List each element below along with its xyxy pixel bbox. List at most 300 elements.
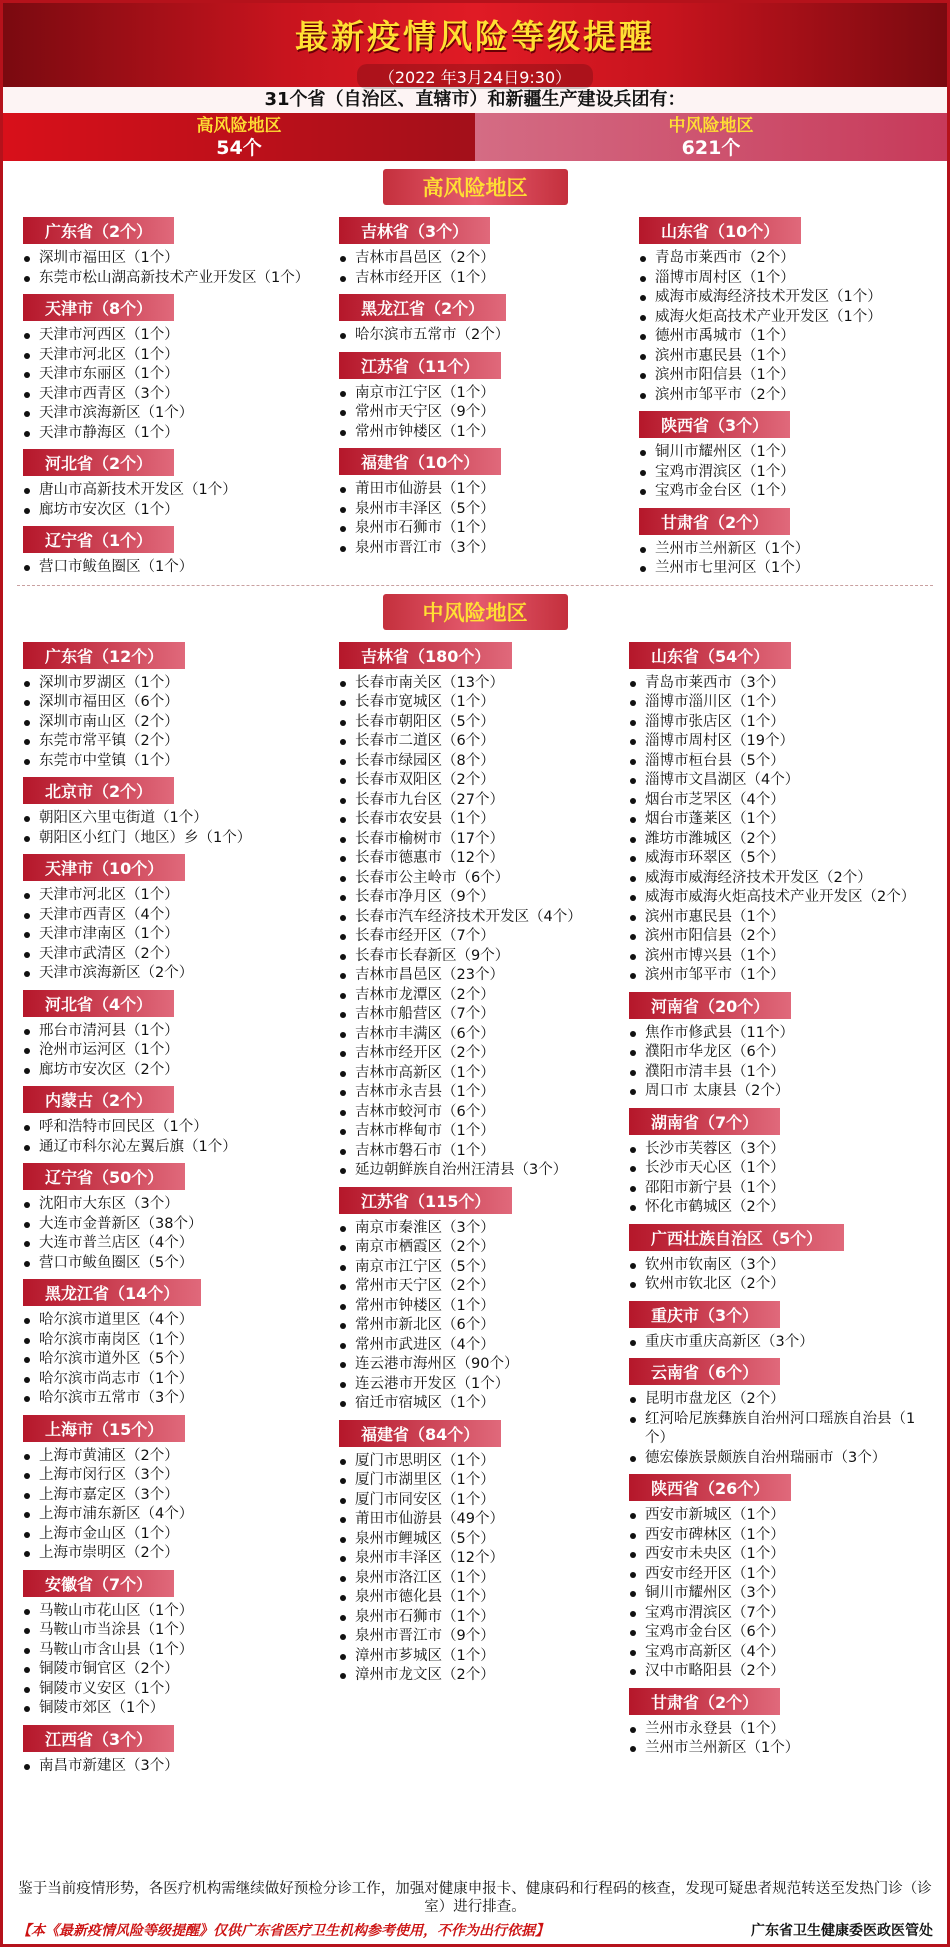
bullet-icon [340, 1401, 346, 1407]
bullet-icon [340, 778, 346, 784]
bullet-icon [340, 546, 346, 552]
bullet-icon [24, 1764, 30, 1770]
area-list [17, 1757, 333, 1777]
bullet-icon [340, 333, 346, 339]
area-name: 泉州市洛江区（1个） [355, 1569, 495, 1586]
bullet-icon [640, 393, 646, 399]
bullet-icon [340, 1051, 346, 1057]
high-risk-summary [3, 113, 475, 161]
area-list [17, 326, 333, 443]
list-item [633, 443, 923, 463]
list-item [333, 1452, 623, 1472]
area-name: 大连市普兰店区（4个） [39, 1235, 194, 1251]
area-name: 吉林市桦甸市（1个） [355, 1123, 495, 1139]
bullet-icon [340, 276, 346, 282]
list-item [333, 1471, 623, 1491]
bullet-icon [24, 932, 30, 938]
province-header: 江西省（3个） [23, 1725, 174, 1752]
list-item [17, 365, 333, 385]
area-list [623, 1390, 923, 1468]
bullet-icon [24, 1493, 30, 1499]
bullet-icon [340, 817, 346, 823]
bullet-icon [640, 489, 646, 495]
list-item [623, 1333, 923, 1353]
area-list [633, 249, 923, 405]
province-header: 云南省（6个） [629, 1358, 780, 1385]
area-name: 淄博市桓台县（5个） [645, 752, 785, 769]
subtitle: 31个省（自治区、直辖市）和新疆生产建设兵团有： [3, 87, 947, 113]
bullet-icon [630, 1050, 636, 1056]
province-header: 福建省（84个） [339, 1420, 501, 1447]
list-item [623, 771, 923, 791]
area-list [623, 1720, 923, 1759]
bullet-icon [640, 315, 646, 321]
area-name: 大连市金普新区（38个） [39, 1215, 203, 1232]
bullet-icon [630, 1205, 636, 1211]
bullet-icon [630, 1417, 636, 1423]
list-item [17, 713, 333, 733]
area-name: 烟台市蓬莱区（1个） [645, 811, 785, 827]
list-item [333, 1122, 623, 1142]
bullet-icon [340, 1090, 346, 1096]
high-risk-columns [3, 211, 947, 579]
area-name: 长沙市芙蓉区（3个） [645, 1140, 785, 1157]
area-name: 汉中市略阳县（2个） [645, 1663, 785, 1679]
bullet-icon [340, 993, 346, 999]
bullet-icon [24, 1338, 30, 1344]
area-name: 漳州市龙文区（2个） [355, 1667, 495, 1683]
bullet-icon [24, 392, 30, 398]
bullet-icon [630, 817, 636, 823]
bullet-icon [630, 1591, 636, 1597]
bullet-icon [340, 1634, 346, 1640]
list-item [623, 1565, 923, 1585]
list-item [333, 1103, 623, 1123]
area-name: 上海市黄浦区（2个） [39, 1447, 179, 1464]
list-item [17, 1389, 333, 1409]
list-item [333, 326, 633, 346]
bullet-icon [340, 1129, 346, 1135]
bullet-icon [340, 895, 346, 901]
page-title: 最新疫情风险等级提醒 [295, 17, 655, 56]
area-name: 东莞市常平镇（2个） [39, 733, 179, 749]
area-name: 淄博市周村区（19个） [645, 733, 794, 749]
province-header: 辽宁省（1个） [23, 526, 174, 553]
list-item [17, 1505, 333, 1525]
area-name: 吉林市昌邑区（2个） [355, 250, 495, 266]
area-name: 天津市西青区（3个） [39, 385, 179, 402]
bullet-icon [630, 1552, 636, 1558]
list-item [17, 1022, 333, 1042]
bullet-icon [24, 836, 30, 842]
list-item [333, 249, 633, 269]
area-name: 潍坊市潍城区（2个） [645, 830, 785, 847]
area-name: 烟台市芝罘区（4个） [645, 791, 785, 808]
list-item [17, 1331, 333, 1351]
list-item [333, 1083, 623, 1103]
area-list [17, 1447, 333, 1564]
area-list [633, 443, 923, 502]
bullet-icon [24, 1396, 30, 1402]
area-name: 兰州市兰州新区（1个） [645, 1740, 800, 1756]
bullet-icon [24, 1706, 30, 1712]
province-header: 山东省（54个） [629, 642, 791, 669]
list-item [17, 693, 333, 713]
list-item [333, 423, 633, 443]
area-name: 宿迁市宿城区（1个） [355, 1395, 495, 1411]
area-name: 深圳市罗湖区（1个） [39, 674, 179, 691]
area-name: 唐山市高新技术开发区（1个） [39, 482, 237, 498]
area-name: 钦州市钦北区（2个） [645, 1276, 785, 1292]
bullet-icon [340, 759, 346, 765]
bullet-icon [24, 1222, 30, 1228]
list-item [17, 1195, 333, 1215]
bullet-icon [630, 1166, 636, 1172]
list-item [623, 732, 923, 752]
list-item [623, 908, 923, 928]
bullet-icon [640, 334, 646, 340]
list-item [623, 1410, 923, 1449]
area-list [623, 1506, 923, 1682]
area-name: 焦作市修武县（11个） [645, 1024, 794, 1041]
area-list [623, 1333, 923, 1353]
bullet-icon [340, 1517, 346, 1523]
list-item [333, 1161, 623, 1181]
bullet-icon [630, 895, 636, 901]
bullet-icon [640, 450, 646, 456]
bullet-icon [630, 1263, 636, 1269]
list-item [623, 1024, 923, 1044]
bullet-icon [630, 954, 636, 960]
bullet-icon [340, 1498, 346, 1504]
list-item [17, 249, 333, 269]
province-header: 天津市（10个） [23, 854, 185, 881]
area-name: 德州市禹城市（1个） [655, 328, 795, 344]
area-name: 铜川市耀州区（3个） [645, 1585, 785, 1601]
area-name: 西安市碑林区（1个） [645, 1526, 785, 1543]
area-name: 宝鸡市金台区（1个） [655, 483, 795, 499]
bullet-icon [340, 720, 346, 726]
bullet-icon [24, 1609, 30, 1615]
bullet-icon [340, 1149, 346, 1155]
area-name: 宝鸡市渭滨区（1个） [655, 463, 795, 480]
list-item [333, 1627, 623, 1647]
province-header: 黑龙江省（2个） [339, 294, 506, 321]
bullet-icon [630, 837, 636, 843]
bullet-icon [24, 1628, 30, 1634]
list-item [633, 269, 923, 289]
area-name: 西安市经开区（1个） [645, 1565, 785, 1582]
province-header: 江苏省（11个） [339, 352, 501, 379]
province-header: 内蒙古（2个） [23, 1086, 174, 1113]
list-item [17, 829, 333, 849]
bullet-icon [630, 1397, 636, 1403]
province-header: 上海市（15个） [23, 1415, 185, 1442]
bullet-icon [24, 1068, 30, 1074]
list-item [333, 1375, 623, 1395]
area-name: 钦州市钦南区（3个） [645, 1256, 785, 1273]
area-list [333, 384, 633, 443]
bullet-icon [630, 1572, 636, 1578]
area-name: 深圳市福田区（6个） [39, 694, 179, 710]
area-name: 滨州市阳信县（1个） [655, 367, 795, 383]
area-name: 泉州市鲤城区（5个） [355, 1530, 495, 1547]
province-header: 广东省（12个） [23, 642, 185, 669]
area-name: 厦门市同安区（1个） [355, 1491, 495, 1508]
bullet-icon [24, 1318, 30, 1324]
area-name: 西安市新城区（1个） [645, 1507, 785, 1523]
area-name: 兰州市永登县（1个） [645, 1720, 785, 1737]
bullet-icon [630, 1147, 636, 1153]
area-name: 濮阳市清丰县（1个） [645, 1063, 785, 1080]
area-name: 周口市 太康县（2个） [645, 1083, 790, 1099]
area-name: 泉州市晋江市（3个） [355, 539, 495, 556]
list-item [623, 1082, 923, 1102]
list-item [333, 1355, 623, 1375]
list-item [333, 674, 623, 694]
area-name: 威海火炬高技术产业开发区（1个） [655, 308, 882, 325]
bullet-icon [24, 1454, 30, 1460]
area-name: 南京市江宁区（1个） [355, 384, 495, 401]
bullet-icon [340, 1343, 346, 1349]
list-item [17, 1370, 333, 1390]
area-name: 天津市河北区（1个） [39, 346, 179, 363]
list-item [17, 385, 333, 405]
area-name: 长春市汽车经济技术开发区（4个） [355, 908, 582, 925]
area-list [623, 1256, 923, 1295]
province-header: 福建省（10个） [339, 448, 501, 475]
province-header: 安徽省（7个） [23, 1570, 174, 1597]
area-name: 德宏傣族景颇族自治州瑞丽市（3个） [645, 1449, 887, 1466]
bullet-icon [630, 876, 636, 882]
area-list [17, 1118, 333, 1157]
bullet-icon [340, 1478, 346, 1484]
bullet-icon [640, 470, 646, 476]
area-name: 朝阳区六里屯街道（1个） [39, 810, 208, 826]
list-item [623, 1739, 923, 1759]
area-list [333, 249, 633, 288]
area-name: 天津市静海区（1个） [39, 424, 179, 441]
list-item [623, 1275, 923, 1295]
area-name: 天津市河北区（1个） [39, 887, 179, 903]
list-item [333, 1277, 623, 1297]
area-list [333, 1452, 623, 1686]
mid-section-title: 中风险地区 [383, 594, 568, 630]
bullet-icon [340, 1595, 346, 1601]
area-name: 呼和浩特市回民区（1个） [39, 1119, 208, 1135]
area-list [333, 674, 623, 1181]
area-name: 朝阳区小红门（地区）乡（1个） [39, 829, 252, 846]
list-item [623, 752, 923, 772]
bullet-icon [24, 1551, 30, 1557]
disclaimer: 【本《最新疫情风险等级提醒》仅供广东省医疗卫生机构参考使用，不作为出行依据】 [17, 1923, 549, 1939]
bullet-icon [24, 1048, 30, 1054]
mid-column [17, 636, 333, 1777]
bullet-icon [24, 411, 30, 417]
area-name: 天津市武清区（2个） [39, 945, 179, 962]
area-list [17, 558, 333, 578]
list-item [17, 1660, 333, 1680]
bullet-icon [640, 354, 646, 360]
list-item [333, 947, 623, 967]
bullet-icon [24, 1512, 30, 1518]
area-name: 淄博市周村区（1个） [655, 269, 795, 286]
area-name: 威海市环翠区（5个） [645, 850, 785, 866]
list-item [333, 1569, 623, 1589]
area-name: 南京市栖霞区（2个） [355, 1239, 495, 1255]
bullet-icon [340, 700, 346, 706]
list-item [333, 888, 623, 908]
area-name: 莆田市仙游县（1个） [355, 481, 495, 497]
bullet-icon [630, 856, 636, 862]
area-name: 重庆市重庆高新区（3个） [645, 1333, 814, 1350]
list-item [333, 771, 623, 791]
list-item [333, 1666, 623, 1686]
list-item [333, 1530, 623, 1550]
bullet-icon [24, 1667, 30, 1673]
list-item [333, 1219, 623, 1239]
list-item [17, 404, 333, 424]
list-item [17, 886, 333, 906]
mid-risk-summary [475, 113, 947, 161]
area-name: 廊坊市安次区（2个） [39, 1061, 179, 1078]
province-header: 江苏省（115个） [339, 1187, 512, 1214]
area-name: 吉林市高新区（1个） [355, 1064, 495, 1081]
area-list [633, 540, 923, 579]
area-name: 营口市鲅鱼圈区（1个） [39, 559, 194, 575]
province-header: 广西壮族自治区（5个） [629, 1224, 844, 1251]
list-item [333, 1005, 623, 1025]
bullet-icon [340, 1012, 346, 1018]
list-item [333, 869, 623, 889]
area-name: 长春市公主岭市（6个） [355, 869, 510, 886]
bullet-icon [630, 1533, 636, 1539]
bullet-icon [340, 876, 346, 882]
bullet-icon [630, 1727, 636, 1733]
area-name: 铜陵市义安区（1个） [39, 1680, 179, 1697]
area-name: 吉林市船营区（7个） [355, 1006, 495, 1022]
area-name: 长春市净月区（9个） [355, 889, 495, 905]
list-item [333, 500, 633, 520]
list-item [633, 249, 923, 269]
province-header: 河南省（20个） [629, 992, 791, 1019]
list-item [333, 1647, 623, 1667]
bullet-icon [24, 1261, 30, 1267]
bullet-icon [630, 1031, 636, 1037]
report-date: （2022 年3月24日9:30） [357, 64, 593, 89]
list-item [17, 1118, 333, 1138]
list-item [333, 849, 623, 869]
area-list [333, 326, 633, 346]
list-item [623, 674, 923, 694]
mid-risk-columns [3, 636, 947, 1777]
bullet-icon [340, 391, 346, 397]
bullet-icon [340, 1304, 346, 1310]
high-column [333, 211, 633, 579]
high-section-title: 高风险地区 [383, 169, 568, 205]
list-item [623, 1390, 923, 1410]
area-name: 长春市德惠市（12个） [355, 850, 504, 866]
bullet-icon [340, 1654, 346, 1660]
bullet-icon [630, 1669, 636, 1675]
bullet-icon [340, 798, 346, 804]
area-name: 天津市滨海新区（1个） [39, 405, 194, 421]
area-list [17, 1022, 333, 1081]
area-list [17, 1195, 333, 1273]
area-list [17, 809, 333, 848]
area-name: 兰州市七里河区（1个） [655, 560, 810, 576]
province-header: 陕西省（26个） [629, 1474, 791, 1501]
list-item [623, 1159, 923, 1179]
province-header: 河北省（4个） [23, 990, 174, 1017]
list-item [633, 482, 923, 502]
area-name: 吉林市经开区（2个） [355, 1045, 495, 1061]
bullet-icon [640, 547, 646, 553]
bullet-icon [24, 1377, 30, 1383]
area-name: 吉林市蛟河市（6个） [355, 1103, 495, 1120]
bullet-icon [640, 566, 646, 572]
bullet-icon [24, 1241, 30, 1247]
list-item [623, 1063, 923, 1083]
title-banner [3, 3, 947, 87]
province-header: 河北省（2个） [23, 449, 174, 476]
province-header: 甘肃省（2个） [639, 508, 790, 535]
area-name: 泉州市丰泽区（12个） [355, 1550, 504, 1566]
area-name: 哈尔滨市南岗区（1个） [39, 1331, 194, 1348]
area-name: 滨州市阳信县（2个） [645, 928, 785, 944]
high-column [633, 211, 923, 579]
list-item [623, 1449, 923, 1469]
bullet-icon [630, 739, 636, 745]
area-name: 怀化市鹤城区（2个） [645, 1199, 785, 1215]
list-item [333, 986, 623, 1006]
list-item [333, 269, 633, 289]
list-item [623, 791, 923, 811]
area-name: 宝鸡市高新区（4个） [645, 1643, 785, 1660]
list-item [633, 386, 923, 406]
province-header: 北京市（2个） [23, 777, 174, 804]
bullet-icon [340, 1362, 346, 1368]
bullet-icon [24, 1145, 30, 1151]
bullet-icon [340, 1110, 346, 1116]
area-name: 吉林市丰满区（6个） [355, 1025, 495, 1042]
list-item [633, 540, 923, 560]
area-list [17, 249, 333, 288]
bullet-icon [340, 739, 346, 745]
province-header: 天津市（8个） [23, 294, 174, 321]
area-name: 连云港市海州区（90个） [355, 1356, 519, 1372]
province-header: 湖南省（7个） [629, 1108, 780, 1135]
area-name: 南昌市新建区（3个） [39, 1757, 179, 1774]
area-name: 长春市农安县（1个） [355, 811, 495, 827]
area-name: 通辽市科尔沁左翼后旗（1个） [39, 1138, 237, 1155]
list-item [17, 1234, 333, 1254]
area-name: 淄博市张店区（1个） [645, 713, 785, 730]
area-list [17, 481, 333, 520]
list-item [623, 849, 923, 869]
list-item [623, 1256, 923, 1276]
area-name: 马鞍山市含山县（1个） [39, 1641, 194, 1658]
area-name: 莆田市仙游县（49个） [355, 1511, 504, 1527]
bullet-icon [630, 1186, 636, 1192]
list-item [17, 1350, 333, 1370]
list-item [623, 1604, 923, 1624]
bullet-icon [640, 295, 646, 301]
area-name: 常州市天宁区（9个） [355, 404, 495, 420]
area-name: 宝鸡市渭滨区（7个） [645, 1604, 785, 1621]
list-item [17, 1061, 333, 1081]
list-item [633, 366, 923, 386]
